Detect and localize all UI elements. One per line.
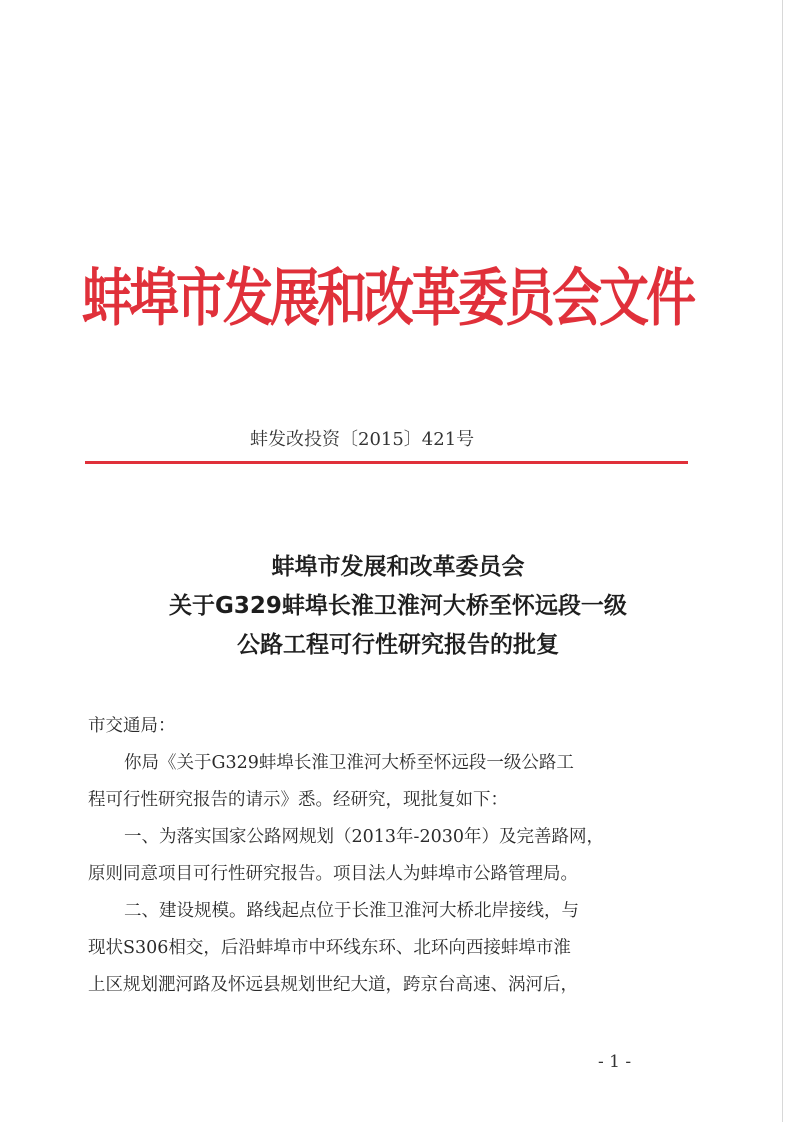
body-line: 原则同意项目可行性研究报告。项目法人为蚌埠市公路管理局。 [88, 864, 578, 884]
title-line-1: 蚌埠市发展和改革委员会 [271, 554, 525, 580]
body-line: 一、为落实国家公路网规划（2013年-2030年）及完善路网， [124, 827, 604, 847]
title-line-2: 关于G329蚌埠长淮卫淮河大桥至怀远段一级 [169, 593, 627, 619]
document-title [75, 548, 721, 665]
document-number: 蚌发改投资〔2015〕421号 [250, 429, 475, 450]
body-line: 程可行性研究报告的请示》悉。经研究，现批复如下： [88, 790, 508, 810]
body-line: 现状S306相交，后沿蚌埠市中环线东环、北环向西接蚌埠市淮 [88, 938, 571, 958]
body-line: 你局《关于G329蚌埠长淮卫淮河大桥至怀远段一级公路工 [124, 753, 574, 773]
addressee: 市交通局： [88, 716, 176, 736]
body-line: 上区规划淝河路及怀远县规划世纪大道，跨京台高速、涡河后， [88, 975, 578, 995]
document-body [88, 708, 694, 1004]
red-separator-rule [85, 461, 688, 464]
scan-edge-line [782, 0, 783, 1122]
masthead-title: 蚌埠市发展和改革委员会文件 [82, 261, 693, 335]
title-line-3: 公路工程可行性研究报告的批复 [237, 632, 559, 658]
body-line: 二、建设规模。路线起点位于长淮卫淮河大桥北岸接线，与 [124, 901, 579, 921]
page-number: - 1 - [598, 1052, 632, 1072]
